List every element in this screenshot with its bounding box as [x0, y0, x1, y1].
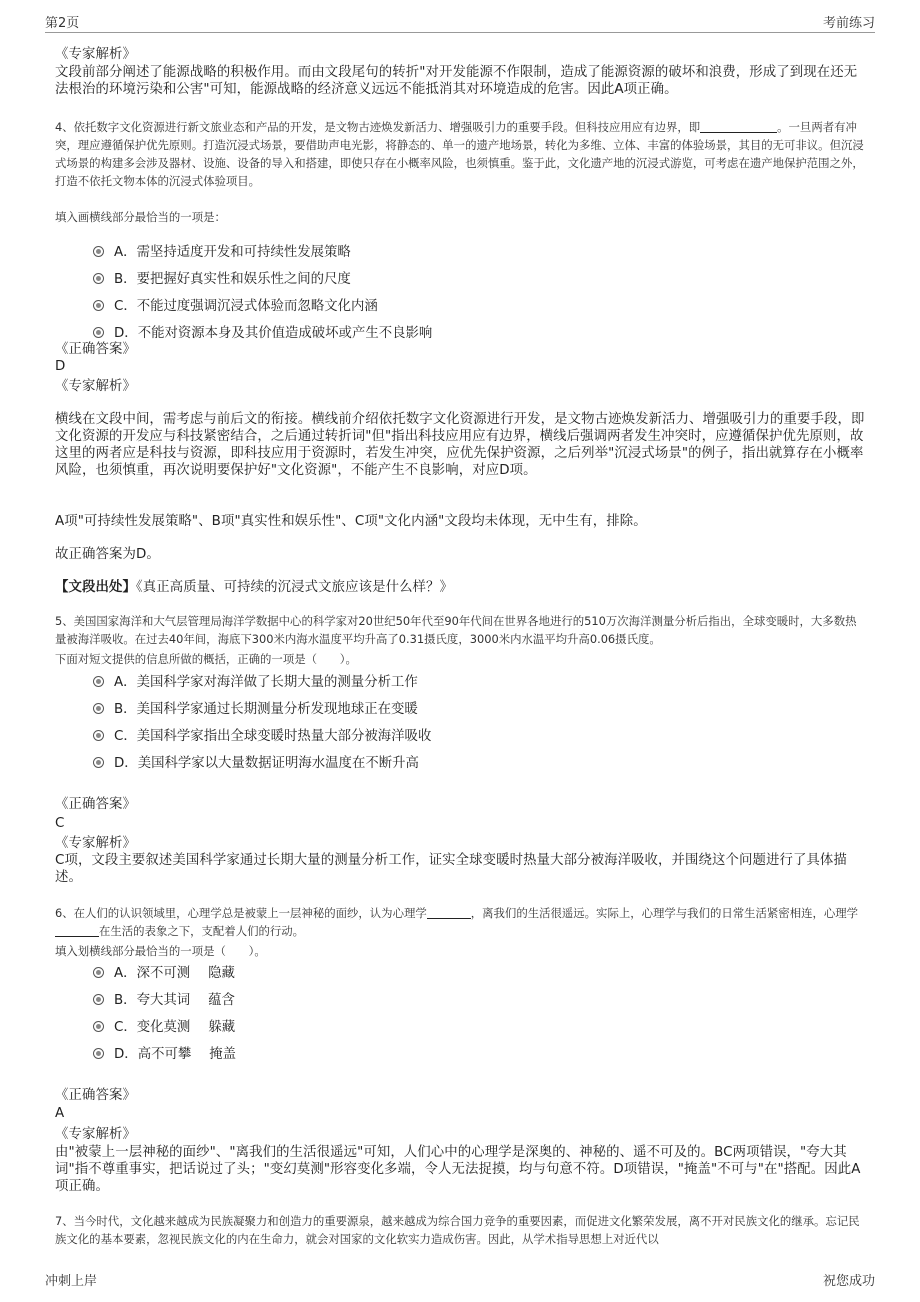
q6-option-a[interactable]: A．深不可测 隐藏: [93, 964, 235, 984]
radio-icon[interactable]: [93, 300, 104, 311]
option-text: 美国科学家指出全球变暖时热量大部分被海洋吸收: [136, 729, 432, 744]
q6-analysis-label: 《专家解析》: [55, 1127, 136, 1142]
q6-stem-part-a: 6、在人们的认识领域里，心理学总是被蒙上一层神秘的面纱，认为心理学: [55, 906, 427, 920]
q4-prompt: 填入画横线部分最恰当的一项是：: [55, 210, 226, 224]
q4-analysis-2: A项"可持续性发展策略"、B项"真实性和娱乐性"、C项"文化内涵"文段均未体现，无中生有，排除。: [55, 514, 647, 529]
option-word-1: 夸大其词: [136, 993, 191, 1008]
option-word-1: 高不可攀: [137, 1047, 192, 1062]
q6-answer-label: 《正确答案》: [55, 1088, 136, 1103]
q5-option-b[interactable]: B．美国科学家通过长期测量分析发现地球正在变暖: [93, 700, 418, 720]
option-text: 不能对资源本身及其价值造成破坏或产生不良影响: [137, 326, 433, 341]
option-word-1: 变化莫测: [136, 1020, 191, 1035]
q5-stem: 5、美国国家海洋和大气层管理局海洋学数据中心的科学家对20世纪50年代至90年代间在世界各地进行的510万次海洋测量分析后指出，全球变暖时，大多数热量被海洋吸收。在过去40年间，海底下300米内海水温度平均升高了0.31摄氏度，3000米内水温平均升高0.06摄氏度。: [55, 614, 857, 646]
q6-analysis: 由"被蒙上一层神秘的面纱"、"离我们的生活很遥远"可知，人们心中的心理学是深奥的、神秘的、遥不可及的。BC两项错误，"夸大其词"指不尊重事实，把话说过了头；"变幻莫测"形容变化多端，令人无法捉摸，均与句意不符。D项错误，"掩盖"不可与"在"搭配。因此A项正确。: [55, 1145, 861, 1194]
option-word-1: 深不可测: [136, 966, 191, 981]
option-word-2: 隐藏: [208, 966, 235, 981]
footer-left: 冲刺上岸: [45, 1274, 98, 1289]
source-label: 【文段出处】: [55, 580, 136, 595]
q5-analysis: C项，文段主要叙述美国科学家通过长期大量的测量分析工作，证实全球变暖时热量大部分被海洋吸收，并围绕这个问题进行了具体描述。: [55, 853, 847, 885]
q6-blank-1: [427, 905, 471, 919]
q6-blank-2: [55, 923, 99, 937]
q5-option-d[interactable]: D．美国科学家以大量数据证明海水温度在不断升高: [93, 754, 419, 774]
q4-conclusion: 故正确答案为D。: [55, 547, 160, 562]
q6-option-b[interactable]: B．夸大其词 蕴含: [93, 991, 235, 1011]
option-text: 不能过度强调沉浸式体验而忽略文化内涵: [136, 299, 378, 314]
q4-option-b[interactable]: B．要把握好真实性和娱乐性之间的尺度: [93, 270, 351, 290]
q4-blank: [700, 119, 770, 133]
q6-answer: A: [55, 1106, 65, 1121]
radio-icon[interactable]: [93, 246, 104, 257]
q6-option-d[interactable]: D．高不可攀 掩盖: [93, 1045, 236, 1065]
q5-answer-label: 《正确答案》: [55, 797, 136, 812]
q7-stem: 7、当今时代，文化越来越成为民族凝聚力和创造力的重要源泉，越来越成为综合国力竞争的重要因素，而促进文化繁荣发展，离不开对民族文化的继承。忘记民族文化的基本要素，忽视民族文化的内在生命力，就会对国家的文化软实力造成伤害。因此，从学术指导思想上对近代以: [55, 1214, 860, 1246]
page-header: [45, 12, 875, 33]
q5-prompt: 下面对短文提供的信息所做的概括，正确的一项是（ ）。: [55, 652, 357, 666]
q4-answer: D: [55, 359, 66, 374]
page-number: 第2页: [45, 16, 80, 31]
q5-analysis-label: 《专家解析》: [55, 836, 136, 851]
option-text: 美国科学家对海洋做了长期大量的测量分析工作: [136, 675, 418, 690]
q5-answer: C: [55, 816, 65, 831]
radio-icon[interactable]: [93, 757, 104, 768]
radio-icon[interactable]: [93, 1021, 104, 1032]
q3-analysis: 文段前部分阐述了能源战略的积极作用。而由文段尾句的转折"对开发能源不作限制，造成了能源资源的破坏和浪费，形成了到现在还无法根治的环境污染和公害"可知，能源战略的经济意义远远不能抵消其对环境造成的危害。因此A项正确。: [55, 65, 858, 97]
q4-analysis-label: 《专家解析》: [55, 379, 136, 394]
option-text: 需坚持适度开发和可持续性发展策略: [136, 245, 351, 260]
footer-right: 祝您成功: [822, 1274, 875, 1289]
radio-icon[interactable]: [93, 703, 104, 714]
source-title: 《真正高质量、可持续的沉浸式文旅应该是什么样？》: [135, 580, 454, 595]
option-text: 美国科学家通过长期测量分析发现地球正在变暖: [136, 702, 418, 717]
q4-stem-part-a: 4、依托数字文化资源进行新文旅业态和产品的开发，是文物古迹焕发新活力、增强吸引力的重要手段。但科技应用应有边界，即: [55, 120, 701, 134]
q6-stem-part-b: ，离我们的生活很遥远。实际上，心理学与我们的日常生活紧密相连，心理学: [470, 906, 859, 920]
q4-answer-label: 《正确答案》: [55, 342, 136, 357]
radio-icon[interactable]: [93, 994, 104, 1005]
q5-option-c[interactable]: C．美国科学家指出全球变暖时热量大部分被海洋吸收: [93, 727, 431, 747]
radio-icon[interactable]: [93, 273, 104, 284]
option-word-2: 掩盖: [209, 1047, 237, 1062]
q6-stem-part-c: 在生活的表象之下，支配着人们的行动。: [99, 924, 305, 938]
q4-source: [55, 579, 867, 596]
q6-option-c[interactable]: C．变化莫测 躲藏: [93, 1018, 235, 1038]
option-word-2: 躲藏: [208, 1020, 236, 1035]
radio-icon[interactable]: [93, 327, 104, 338]
q5-option-a[interactable]: A．美国科学家对海洋做了长期大量的测量分析工作: [93, 673, 418, 693]
q4-stem: [55, 118, 867, 190]
radio-icon[interactable]: [93, 967, 104, 978]
radio-icon[interactable]: [93, 730, 104, 741]
q4-option-d[interactable]: D．不能对资源本身及其价值造成破坏或产生不良影响: [93, 324, 432, 344]
q4-analysis: 横线在文段中间，需考虑与前后文的衔接。横线前介绍依托数字文化资源进行开发，是文物古迹焕发新活力、增强吸引力的重要手段，即文化资源的开发应与科技紧密结合，之后通过转折词"但"指出科技应用应有边界，横线后强调两者发生冲突时，应遵循保护优先原则，故这里的两者应是科技与资源，即科技应用于资源时，若发生冲突，应优先保护资源，之后列举"沉浸式场景"的例子，指出就算存在小概率风险，也须慎重，再次说明要保护好"文化资源"，不能产生不良影响，对应D项。: [55, 412, 865, 478]
radio-icon[interactable]: [93, 676, 104, 687]
option-text: 美国科学家以大量数据证明海水温度在不断升高: [137, 756, 419, 771]
q4-stem-part-b: 。一旦两者有冲突，理应遵循保护优先原则。打造沉浸式场景，要借助声电光影，将静态的、单一的遗产地场景，转化为多维、立体、丰富的体验场景，其目的无可非议。但沉浸式场景的构建多会涉及器材、设施、设备的导入和搭建，即使只存在小概率风险，也须慎重。鉴于此，文化遗产地的沉浸式游览，可考虑在遗产地保护范围之外，打造不依托文物本体的沉浸式体验项目。: [55, 120, 864, 188]
option-word-2: 蕴含: [208, 993, 235, 1008]
q6-prompt: 填入划横线部分最恰当的一项是（ ）。: [55, 944, 266, 958]
radio-icon[interactable]: [93, 1048, 104, 1059]
q4-option-a[interactable]: A．需坚持适度开发和可持续性发展策略: [93, 243, 351, 263]
option-text: 要把握好真实性和娱乐性之间的尺度: [136, 272, 351, 287]
header-title: 考前练习: [822, 16, 875, 31]
q6-stem: [55, 904, 867, 940]
q4-option-c[interactable]: C．不能过度强调沉浸式体验而忽略文化内涵: [93, 297, 378, 317]
q3-analysis-label: 《专家解析》: [55, 47, 136, 62]
